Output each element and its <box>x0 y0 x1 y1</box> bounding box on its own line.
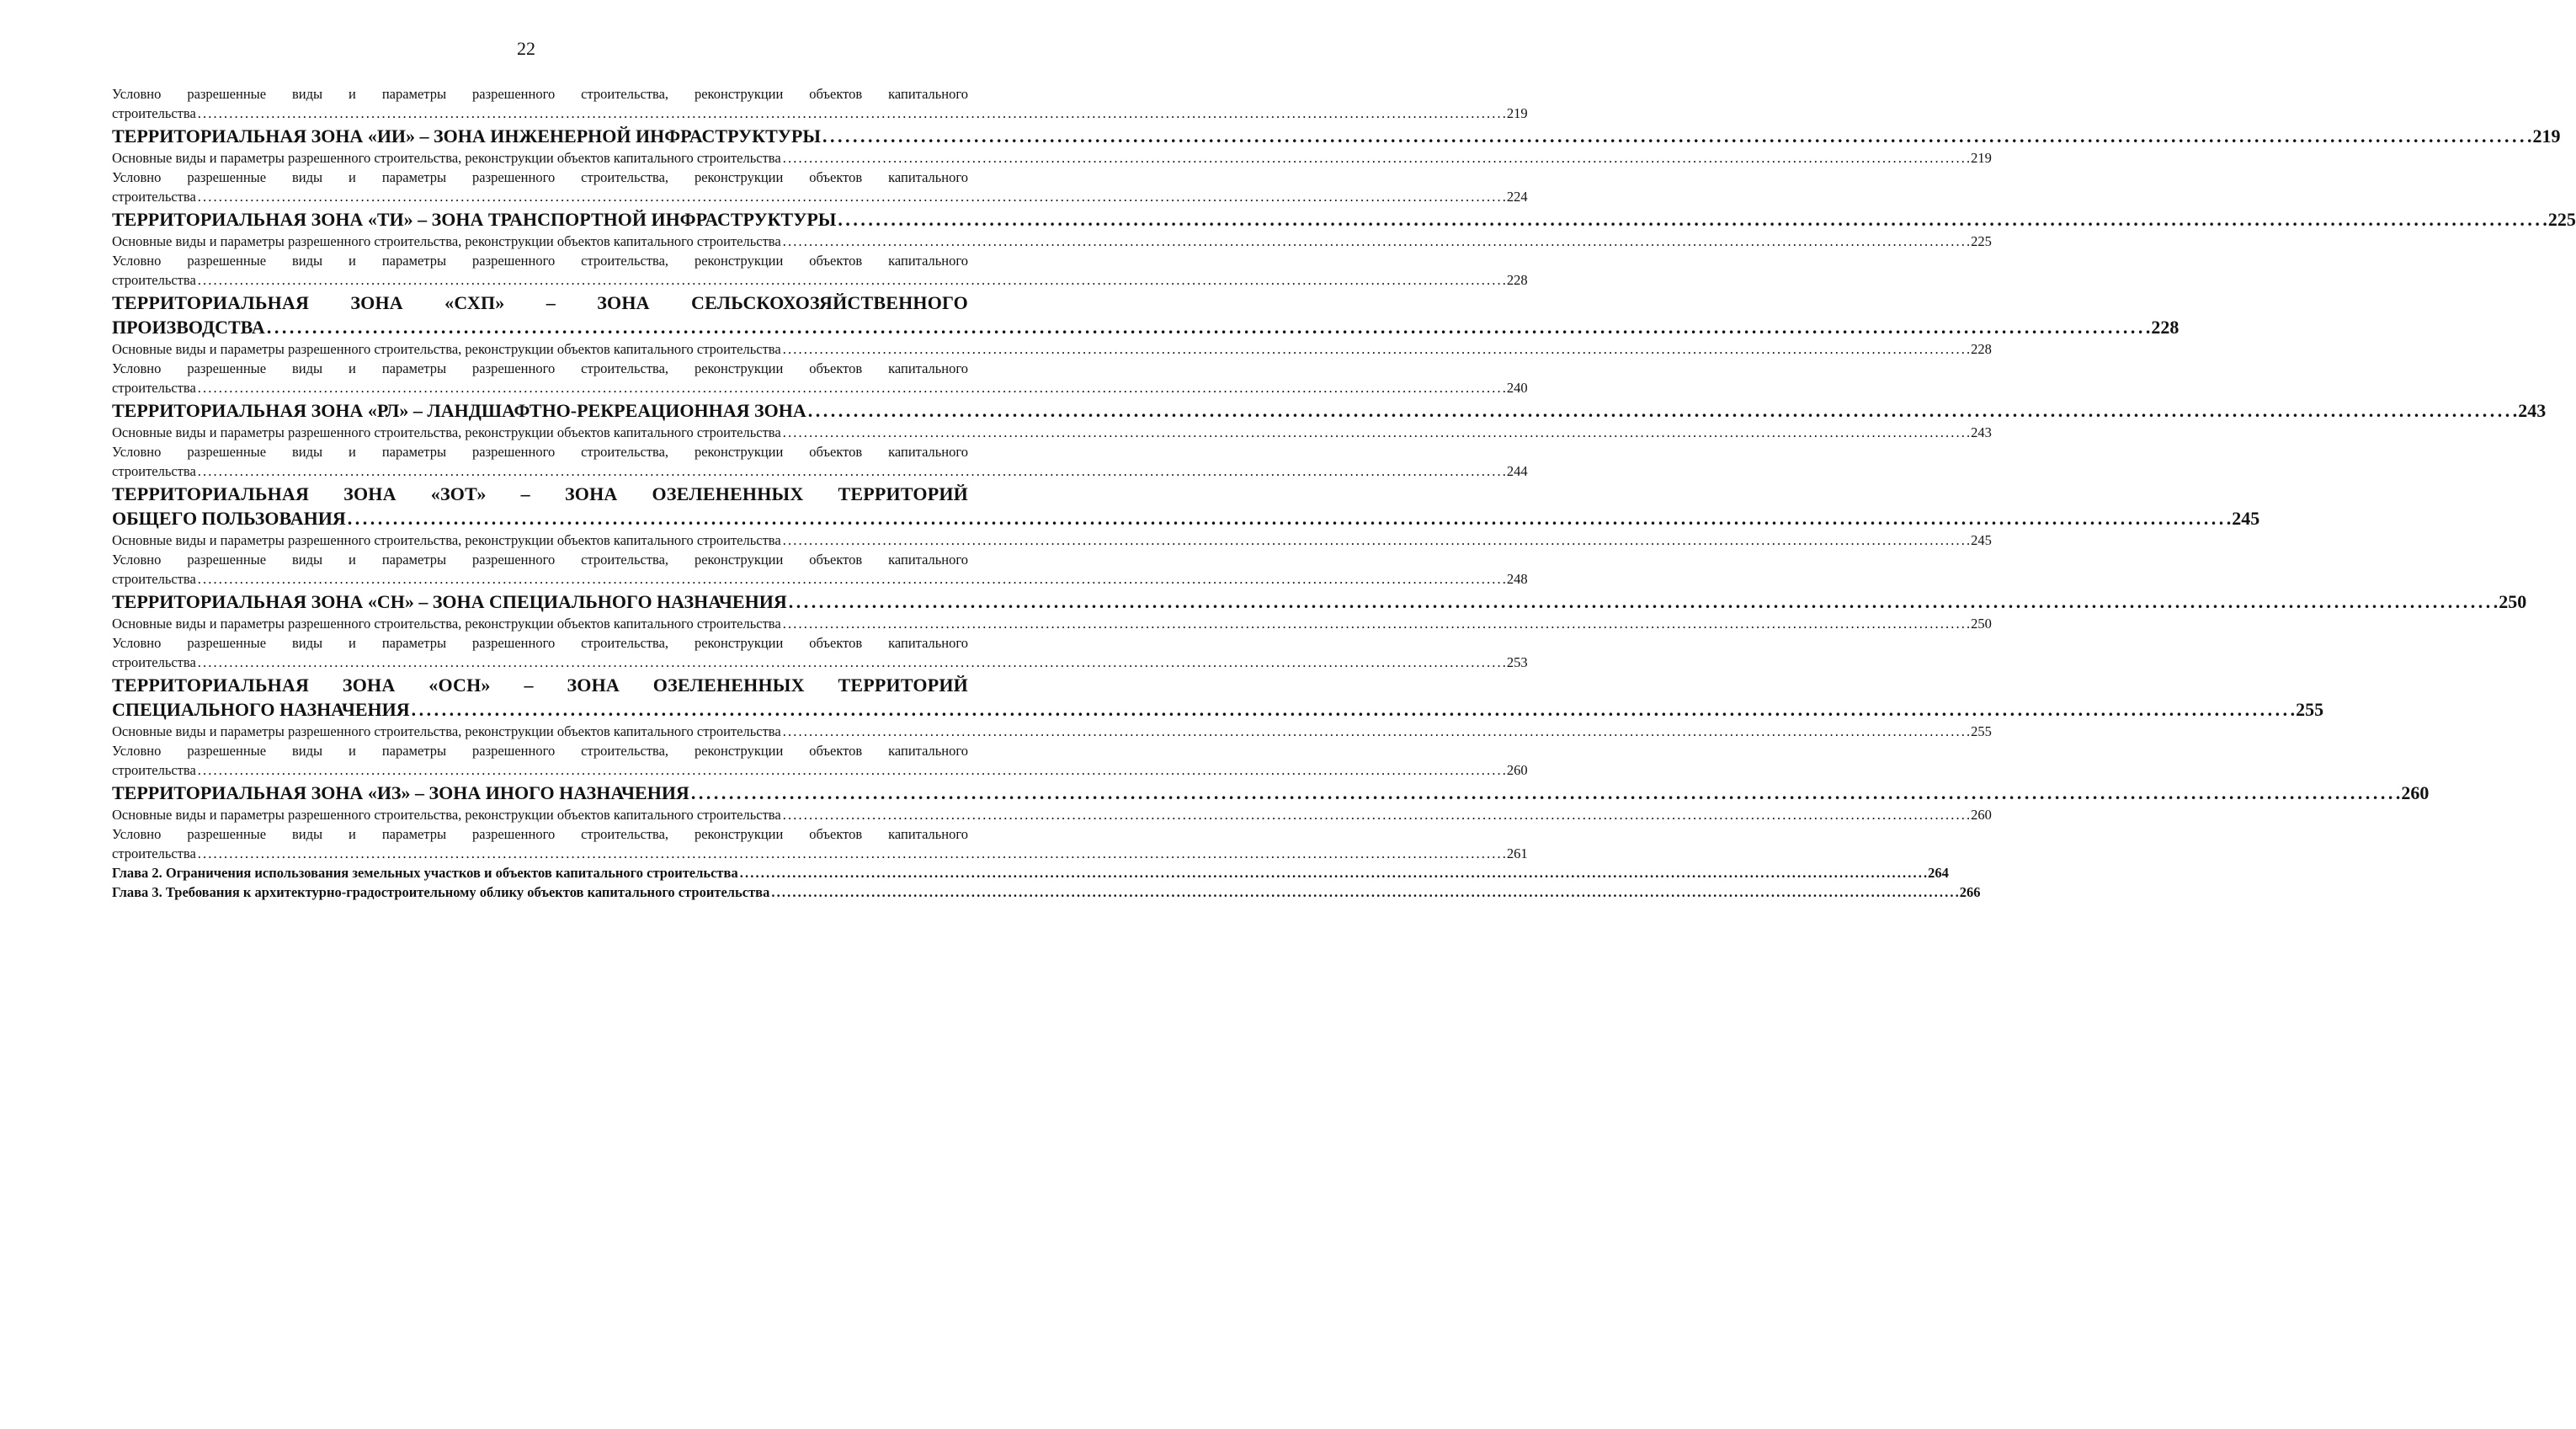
toc-entry-title-line2: строительства <box>112 654 196 670</box>
dot-leader <box>198 461 1505 481</box>
dot-leader <box>783 722 1969 741</box>
toc-entry-title: Основные виды и параметры разрешенного строительства, реконструкции объектов капитального строительства <box>112 424 781 440</box>
toc-entry-title-line1: Условно разрешенные виды и параметры разрешенного строительства, реконструкции объектов капитального <box>112 552 968 568</box>
toc-entry-title: Глава 3. Требования к архитектурно-градостроительному облику объектов капитального строительства <box>112 884 770 900</box>
toc-entry-title: ТЕРРИТОРИАЛЬНАЯ ЗОНА «ИЗ» – ЗОНА ИНОГО НАЗНАЧЕНИЯ <box>112 782 689 803</box>
dot-leader <box>198 270 1505 290</box>
toc-entry-title-line2: строительства <box>112 571 196 587</box>
toc-page-number: 240 <box>1506 380 1528 396</box>
toc-entry-title-line1: Условно разрешенные виды и параметры разрешенного строительства, реконструкции объектов капитального <box>112 743 968 759</box>
toc-entry-line2 <box>112 104 1528 123</box>
toc-entry[interactable] <box>112 882 1981 902</box>
toc-entry[interactable] <box>112 741 1528 780</box>
toc-entry-line <box>112 423 1992 442</box>
toc-entry-title-line2: строительства <box>112 189 196 205</box>
toc-entry-line2 <box>112 697 2324 722</box>
toc-entry-title-line2: строительства <box>112 105 196 121</box>
toc-entry-line <box>112 232 1992 251</box>
toc-entry[interactable] <box>112 339 1992 359</box>
toc-entry-title-line2: строительства <box>112 380 196 396</box>
toc-entry-title-line1: Условно разрешенные виды и параметры разрешенного строительства, реконструкции объектов капитального <box>112 169 968 185</box>
toc-entry-line2 <box>112 378 1528 397</box>
dot-leader <box>198 653 1505 672</box>
toc-page-number: 244 <box>1506 463 1528 479</box>
dot-leader <box>198 760 1505 780</box>
toc-page-number: 255 <box>2296 699 2324 720</box>
dot-leader <box>198 569 1505 589</box>
toc-page-number: 243 <box>1971 424 1992 440</box>
dot-leader <box>783 423 1969 442</box>
toc-page-number: 228 <box>2151 317 2179 338</box>
toc-entry-title-line2: ПРОИЗВОДСТВА <box>112 317 265 338</box>
toc-entry-title-line1: ТЕРРИТОРИАЛЬНАЯ ЗОНА «ЗОТ» – ЗОНА ОЗЕЛЕНЕННЫХ ТЕРРИТОРИЙ <box>112 483 968 504</box>
toc-entry-line <box>112 882 1981 902</box>
toc-entry-title: Основные виды и параметры разрешенного строительства, реконструкции объектов капитального строительства <box>112 532 781 548</box>
toc-page-number: 250 <box>1971 616 1992 632</box>
dot-leader <box>783 232 1969 251</box>
toc-entry-line <box>112 614 1992 633</box>
table-of-contents <box>112 84 2576 902</box>
toc-page-number: 225 <box>1971 233 1992 249</box>
toc-entry-line <box>112 863 1949 882</box>
dot-leader <box>789 589 2498 614</box>
toc-entry-title-line1: Условно разрешенные виды и параметры разрешенного строительства, реконструкции объектов капитального <box>112 635 968 651</box>
dot-leader <box>740 863 1926 882</box>
toc-entry[interactable] <box>112 84 1528 123</box>
toc-entry-line2 <box>112 844 1528 863</box>
toc-page-number: 250 <box>2499 591 2527 612</box>
toc-entry-line <box>112 124 2561 148</box>
toc-page-number: 260 <box>2401 782 2430 803</box>
toc-entry-line <box>112 148 1992 168</box>
toc-entry-title-line1: Условно разрешенные виды и параметры разрешенного строительства, реконструкции объектов капитального <box>112 86 968 102</box>
toc-page-number: 264 <box>1928 865 1949 881</box>
dot-leader <box>198 104 1505 123</box>
toc-entry[interactable] <box>112 824 1528 863</box>
toc-entry-title-line1: ТЕРРИТОРИАЛЬНАЯ ЗОНА «ОСН» – ЗОНА ОЗЕЛЕНЕННЫХ ТЕРРИТОРИЙ <box>112 675 968 696</box>
toc-page-number: 219 <box>1971 150 1992 166</box>
toc-entry-title: Основные виды и параметры разрешенного строительства, реконструкции объектов капитального строительства <box>112 723 781 739</box>
toc-page-number: 253 <box>1506 654 1528 670</box>
toc-entry[interactable] <box>112 614 1992 633</box>
toc-page-number: 266 <box>1959 884 1981 900</box>
toc-entry-line2 <box>112 760 1528 780</box>
dot-leader <box>783 339 1969 359</box>
toc-entry[interactable] <box>112 722 1992 741</box>
toc-entry-title-line2: строительства <box>112 463 196 479</box>
toc-page-number: 228 <box>1506 272 1528 288</box>
toc-entry[interactable] <box>112 863 1949 882</box>
toc-entry[interactable] <box>112 781 2430 805</box>
dot-leader <box>808 398 2517 423</box>
dot-leader <box>822 124 2531 148</box>
toc-entry-title: Основные виды и параметры разрешенного строительства, реконструкции объектов капитального строительства <box>112 616 781 632</box>
toc-entry-line <box>112 589 2527 614</box>
toc-entry[interactable] <box>112 423 1992 442</box>
toc-page-number: 224 <box>1506 189 1528 205</box>
toc-entry-title: Основные виды и параметры разрешенного строительства, реконструкции объектов капитального строительства <box>112 233 781 249</box>
toc-entry-title: ТЕРРИТОРИАЛЬНАЯ ЗОНА «ИИ» – ЗОНА ИНЖЕНЕРНОЙ ИНФРАСТРУКТУРЫ <box>112 125 821 147</box>
toc-entry-title: Основные виды и параметры разрешенного строительства, реконструкции объектов капитального строительства <box>112 150 781 166</box>
toc-entry[interactable] <box>112 531 1992 550</box>
dot-leader <box>838 207 2547 232</box>
toc-entry[interactable] <box>112 805 1992 824</box>
toc-page-number: 245 <box>1971 532 1992 548</box>
toc-entry-title-line2: строительства <box>112 762 196 778</box>
toc-entry-title-line1: Условно разрешенные виды и параметры разрешенного строительства, реконструкции объектов капитального <box>112 444 968 460</box>
toc-entry-line <box>112 722 1992 741</box>
toc-entry-title: Основные виды и параметры разрешенного строительства, реконструкции объектов капитального строительства <box>112 341 781 357</box>
toc-entry[interactable] <box>112 482 2260 531</box>
toc-entry-line2 <box>112 187 1528 206</box>
toc-entry-line <box>112 398 2547 423</box>
toc-entry-title: Основные виды и параметры разрешенного строительства, реконструкции объектов капитального строительства <box>112 807 781 823</box>
toc-entry-line2 <box>112 461 1528 481</box>
toc-entry-line2 <box>112 315 2179 339</box>
toc-entry-line2 <box>112 653 1528 672</box>
toc-entry-title-line1: Условно разрешенные виды и параметры разрешенного строительства, реконструкции объектов капитального <box>112 253 968 269</box>
toc-entry-title-line2: СПЕЦИАЛЬНОГО НАЗНАЧЕНИЯ <box>112 699 410 720</box>
toc-entry-title: ТЕРРИТОРИАЛЬНАЯ ЗОНА «СН» – ЗОНА СПЕЦИАЛЬНОГО НАЗНАЧЕНИЯ <box>112 591 787 612</box>
dot-leader <box>783 148 1969 168</box>
toc-page-number: 219 <box>1506 105 1528 121</box>
toc-entry-line <box>112 781 2430 805</box>
toc-page-number: 225 <box>2547 209 2576 230</box>
toc-page-number: 261 <box>1506 845 1528 861</box>
toc-entry-title-line2: строительства <box>112 272 196 288</box>
toc-entry-title-line1: ТЕРРИТОРИАЛЬНАЯ ЗОНА «СХП» – ЗОНА СЕЛЬСКОХОЗЯЙСТВЕННОГО <box>112 292 968 313</box>
toc-entry[interactable] <box>112 633 1528 672</box>
dot-leader <box>198 378 1505 397</box>
toc-page-number: 243 <box>2518 400 2547 421</box>
toc-entry-line <box>112 207 2576 232</box>
toc-entry-line2 <box>112 270 1528 290</box>
toc-entry[interactable] <box>112 124 2561 148</box>
toc-entry-line <box>112 531 1992 550</box>
toc-entry[interactable] <box>112 398 2547 423</box>
toc-entry[interactable] <box>112 550 1528 589</box>
toc-page-number: 245 <box>2232 508 2260 529</box>
toc-entry-line <box>112 339 1992 359</box>
toc-entry[interactable] <box>112 673 2324 722</box>
toc-entry-title-line2: ОБЩЕГО ПОЛЬЗОВАНИЯ <box>112 508 346 529</box>
dot-leader <box>783 614 1969 633</box>
page-number: 22 <box>517 38 535 59</box>
dot-leader <box>198 187 1505 206</box>
toc-entry[interactable] <box>112 291 2179 339</box>
toc-page-number: 228 <box>1971 341 1992 357</box>
toc-entry-line2 <box>112 569 1528 589</box>
dot-leader <box>771 882 1957 902</box>
dot-leader <box>691 781 2400 805</box>
toc-entry[interactable] <box>112 207 2576 232</box>
toc-entry-title: ТЕРРИТОРИАЛЬНАЯ ЗОНА «ТИ» – ЗОНА ТРАНСПОРТНОЙ ИНФРАСТРУКТУРЫ <box>112 209 837 230</box>
dot-leader <box>267 315 2150 339</box>
toc-entry-title-line1: Условно разрешенные виды и параметры разрешенного строительства, реконструкции объектов капитального <box>112 826 968 842</box>
toc-entry-title-line1: Условно разрешенные виды и параметры разрешенного строительства, реконструкции объектов капитального <box>112 360 968 376</box>
toc-entry-title: Глава 2. Ограничения использования земельных участков и объектов капитального строительства <box>112 865 738 881</box>
toc-entry[interactable] <box>112 168 1528 206</box>
dot-leader <box>783 531 1969 550</box>
toc-entry[interactable] <box>112 251 1528 290</box>
toc-entry-title-line2: строительства <box>112 845 196 861</box>
toc-entry[interactable] <box>112 232 1992 251</box>
toc-page-number: 219 <box>2532 125 2561 147</box>
toc-page-number: 260 <box>1971 807 1992 823</box>
toc-entry[interactable] <box>112 359 1528 397</box>
toc-entry[interactable] <box>112 589 2527 614</box>
toc-entry-line <box>112 805 1992 824</box>
toc-page-number: 260 <box>1506 762 1528 778</box>
dot-leader <box>198 844 1505 863</box>
toc-page-number: 255 <box>1971 723 1992 739</box>
toc-entry[interactable] <box>112 442 1528 481</box>
toc-page-number: 248 <box>1506 571 1528 587</box>
toc-entry[interactable] <box>112 148 1992 168</box>
toc-entry-title: ТЕРРИТОРИАЛЬНАЯ ЗОНА «РЛ» – ЛАНДШАФТНО-РЕКРЕАЦИОННАЯ ЗОНА <box>112 400 806 421</box>
toc-entry-line2 <box>112 506 2260 531</box>
dot-leader <box>348 506 2231 531</box>
dot-leader <box>783 805 1969 824</box>
dot-leader <box>412 697 2295 722</box>
